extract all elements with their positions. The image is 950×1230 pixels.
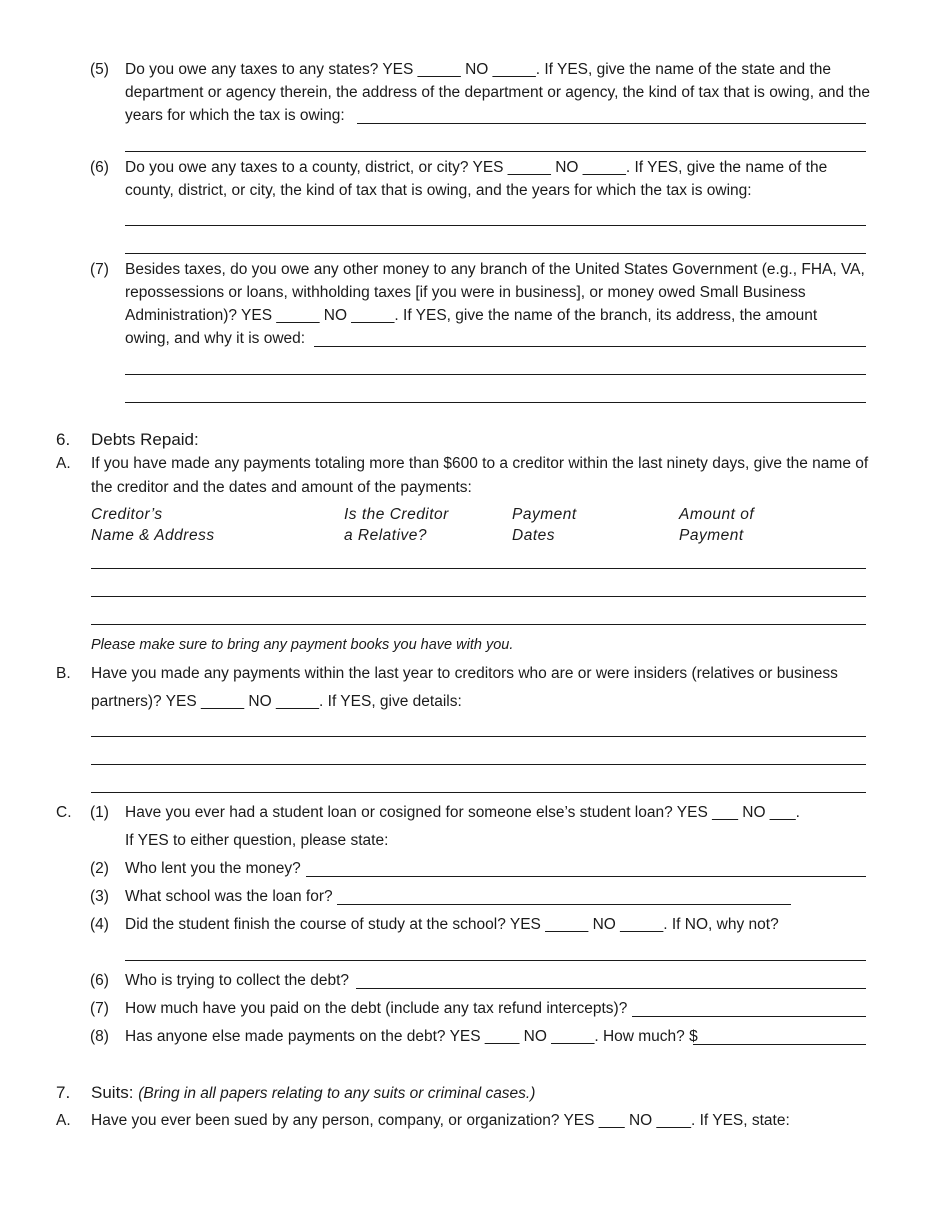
c8-answer-line[interactable] (693, 1044, 866, 1045)
section6b-answer-line-3[interactable] (91, 792, 866, 793)
c6-number: (6) (90, 972, 109, 989)
c3-text: What school was the loan for? (125, 888, 333, 905)
column-header-payment-dates-l1: Payment (512, 506, 577, 523)
c1-text: Have you ever had a student loan or cosigned for someone else’s student loan? YES ___ NO ___. (125, 804, 800, 821)
c7-number: (7) (90, 1000, 109, 1017)
section6b-label: B. (56, 665, 71, 682)
section6b-text-line1: Have you made any payments within the last year to creditors who are or were insiders (relatives or business (91, 665, 838, 682)
section7a-label: A. (56, 1112, 71, 1129)
c8-number: (8) (90, 1028, 109, 1045)
c4-answer-line[interactable] (125, 960, 866, 961)
section6a-text-line1: If you have made any payments totaling more than $600 to a creditor within the last ninety days, give the name of (91, 455, 869, 472)
q7-answer-line[interactable] (314, 346, 866, 347)
column-header-creditor-l2: Name & Address (91, 527, 215, 544)
c1-number: (1) (90, 804, 109, 821)
c3-number: (3) (90, 888, 109, 905)
section6b-answer-line[interactable] (91, 736, 866, 737)
c6-text: Who is trying to collect the debt? (125, 972, 350, 989)
section7-number: 7. (56, 1083, 71, 1102)
q7-number: (7) (90, 261, 109, 278)
q7-text-line1: Besides taxes, do you owe any other money to any branch of the United States Government (e.g., FHA, VA, (125, 261, 865, 278)
c3-answer-line[interactable] (337, 904, 791, 905)
q7-text-line2: repossessions or loans, withholding taxes [if you were in business], or money owed Small Business (125, 284, 806, 301)
q6-number: (6) (90, 159, 109, 176)
section6a-answer-line-3[interactable] (91, 624, 866, 625)
section6c-label: C. (56, 804, 72, 821)
section6a-label: A. (56, 455, 71, 472)
q6-text-line2: county, district, or city, the kind of tax that is owing, and the years for which the tax is owing: (125, 182, 752, 199)
c2-number: (2) (90, 860, 109, 877)
q6-text-line1: Do you owe any taxes to a county, district, or city? YES _____ NO _____. If YES, give the name of the (125, 159, 828, 176)
q5-answer-line[interactable] (357, 123, 866, 124)
section6-number: 6. (56, 430, 71, 449)
q7-answer-line-2[interactable] (125, 374, 866, 375)
column-header-relative (344, 504, 449, 546)
column-header-payment-dates (512, 504, 577, 546)
section6a-answer-line-2[interactable] (91, 596, 866, 597)
section6b-text-line2: partners)? YES _____ NO _____. If YES, give details: (91, 693, 462, 710)
c6-answer-line[interactable] (356, 988, 866, 989)
c2-answer-line[interactable] (306, 876, 866, 877)
column-header-amount-l1: Amount of (679, 506, 755, 523)
q5-answer-line-2[interactable] (125, 151, 866, 152)
column-header-creditor-l1: Creditor’s (91, 506, 163, 523)
c7-answer-line[interactable] (632, 1016, 866, 1017)
c2-text: Who lent you the money? (125, 860, 301, 877)
column-header-payment-dates-l2: Dates (512, 527, 555, 544)
q7-answer-line-3[interactable] (125, 402, 866, 403)
q5-text-line3: years for which the tax is owing: (125, 107, 345, 124)
payment-books-note: Please make sure to bring any payment books you have with you. (91, 637, 514, 653)
c8-text: Has anyone else made payments on the debt? YES ____ NO _____. How much? $ (125, 1028, 698, 1045)
q5-number: (5) (90, 61, 109, 78)
section6b-answer-line-2[interactable] (91, 764, 866, 765)
section6a-text-line2: the creditor and the dates and amount of the payments: (91, 479, 472, 496)
c1-subtext: If YES to either question, please state: (125, 832, 389, 849)
c4-number: (4) (90, 916, 109, 933)
section7-title: Suits: (91, 1083, 134, 1102)
column-header-amount-l2: Payment (679, 527, 744, 544)
column-header-relative-l2: a Relative? (344, 527, 428, 544)
column-header-creditor (91, 504, 215, 546)
q6-answer-line-2[interactable] (125, 253, 866, 254)
q7-text-line4: owing, and why it is owed: (125, 330, 306, 347)
column-header-relative-l1: Is the Creditor (344, 506, 449, 523)
q5-text-line2: department or agency therein, the address of the department or agency, the kind of tax that is owing, and the (125, 84, 871, 101)
section6-title: Debts Repaid: (91, 430, 199, 449)
section7-title-note: (Bring in all papers relating to any suits or criminal cases.) (138, 1085, 536, 1102)
section7a-text: Have you ever been sued by any person, company, or organization? YES ___ NO ____. If YES, state: (91, 1112, 790, 1129)
q6-answer-line[interactable] (125, 225, 866, 226)
section6a-answer-line[interactable] (91, 568, 866, 569)
c7-text: How much have you paid on the debt (include any tax refund intercepts)? (125, 1000, 628, 1017)
section7-title-wrap (91, 1081, 535, 1105)
c4-text: Did the student finish the course of study at the school? YES _____ NO _____. If NO, why not? (125, 916, 779, 933)
column-header-amount (679, 504, 754, 546)
q5-text-line1: Do you owe any taxes to any states? YES _____ NO _____. If YES, give the name of the state and the (125, 61, 831, 78)
q7-text-line3: Administration)? YES _____ NO _____. If YES, give the name of the branch, its address, the amount (125, 307, 818, 324)
